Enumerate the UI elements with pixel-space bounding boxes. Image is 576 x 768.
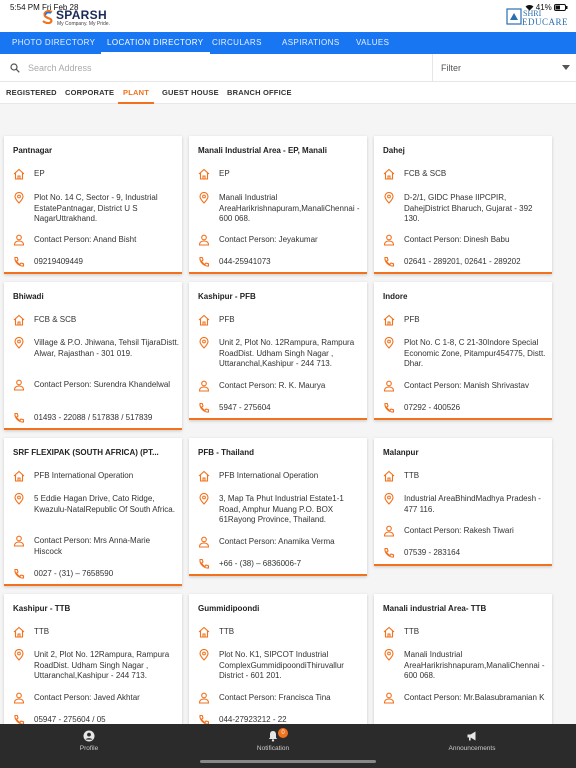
filter-label: Filter: [441, 63, 461, 73]
card-type: TTB: [404, 627, 420, 636]
status-date: Fri Feb 28: [42, 3, 79, 12]
card-type: PFB International Operation: [34, 471, 134, 480]
nav-announcements[interactable]: [427, 730, 517, 752]
tab-location-directory[interactable]: LOCATION DIRECTORY: [107, 32, 204, 54]
home-icon: [198, 314, 210, 326]
subtab-registered[interactable]: REGISTERED: [6, 88, 57, 97]
home-icon: [198, 168, 210, 180]
tab-photo-directory[interactable]: PHOTO DIRECTORY: [12, 38, 96, 47]
location-card[interactable]: [189, 136, 367, 274]
location-list[interactable]: [0, 104, 576, 724]
card-contact: Contact Person: Dinesh Babu: [404, 235, 510, 244]
location-card[interactable]: [374, 282, 552, 420]
home-icon: [383, 470, 395, 482]
card-contact: Contact Person: Jeyakumar: [219, 235, 318, 244]
card-address: 3, Map Ta Phut Industrial Estate1-1 Road, Amphur Muang P.O. BOX 61Rayong Province, Thailand.: [219, 494, 344, 524]
tab-aspirations[interactable]: ASPIRATIONS: [282, 38, 340, 47]
subtab-branch-office[interactable]: BRANCH OFFICE: [227, 88, 292, 97]
status-time: 5:54 PM: [10, 3, 40, 12]
card-phone[interactable]: 01493 - 22088 / 517838 / 517839: [34, 413, 153, 422]
card-address: Plot No. C 1-8, C 21-30Indore Special Economic Zone, Pitampur454775, Distt. Dhar.: [404, 338, 546, 368]
card-title: PFB - Thailand: [198, 448, 254, 457]
phone-icon[interactable]: [383, 547, 395, 559]
card-address: Unit 2, Plot No. 12Rampura, Rampura RoadDist. Udham Singh Nagar , Uttaranchal,Kashipur - 244 713.: [34, 650, 170, 680]
card-contact: Contact Person: Francisca Tina: [219, 693, 331, 702]
partner-name-top: SHRI: [523, 9, 542, 18]
location-pin-icon: [13, 649, 25, 661]
tab-values[interactable]: VALUES: [356, 38, 390, 47]
battery-percent: 41%: [535, 3, 552, 12]
nav-notification[interactable]: [228, 730, 318, 752]
card-title: Bhiwadi: [13, 292, 44, 301]
person-icon: [383, 525, 395, 537]
card-title: Manali Industrial Area - EP, Manali: [198, 146, 327, 155]
card-title: SRF FLEXIPAK (SOUTH AFRICA) (PT...: [13, 448, 159, 457]
card-title: Kashipur - PFB: [198, 292, 256, 301]
card-phone[interactable]: 0027 - (31) – 7658590: [34, 569, 114, 578]
phone-icon[interactable]: [383, 256, 395, 268]
location-card[interactable]: [4, 282, 182, 430]
location-card[interactable]: [189, 438, 367, 576]
card-title: Dahej: [383, 146, 405, 155]
notification-badge: 0: [278, 728, 288, 738]
location-card[interactable]: [374, 136, 552, 274]
card-title: Manali industrial Area- TTB: [383, 604, 487, 613]
home-icon: [13, 314, 25, 326]
card-type: PFB: [219, 315, 235, 324]
card-type: TTB: [219, 627, 235, 636]
card-address: Plot No. K1, SIPCOT Industrial ComplexGummidipoondiThiruvallur District - 601 201.: [219, 650, 344, 680]
phone-icon[interactable]: [13, 412, 25, 424]
card-type: PFB: [404, 315, 420, 324]
location-card[interactable]: [4, 136, 182, 274]
subtab-corporate[interactable]: CORPORATE: [65, 88, 115, 97]
card-phone[interactable]: 044-25941073: [219, 257, 271, 266]
card-address: Manali Industrial AreaHarikrishnapuram,ManaliChennai - 600 068.: [404, 650, 545, 680]
person-icon: [198, 234, 210, 246]
person-icon: [198, 380, 210, 392]
card-phone[interactable]: 05947 - 275604 / 05: [34, 715, 106, 724]
card-phone[interactable]: 09219409449: [34, 257, 83, 266]
card-phone[interactable]: +66 - (38) – 6836006-7: [219, 559, 302, 568]
phone-icon[interactable]: [383, 402, 395, 414]
phone-icon[interactable]: [13, 714, 25, 724]
subtab-plant[interactable]: PLANT: [123, 88, 149, 97]
status-bar: [0, 0, 576, 32]
card-address: Industrial AreaBhindMadhya Pradesh - 477 116.: [404, 494, 541, 514]
location-card[interactable]: [374, 438, 552, 566]
location-card[interactable]: [4, 594, 182, 724]
card-contact: Contact Person: Javed Akhtar: [34, 693, 140, 702]
location-pin-icon: [13, 192, 25, 204]
card-type: EP: [219, 169, 230, 178]
card-contact: Contact Person: Mrs Anna-Marie Hiscock: [34, 536, 151, 556]
nav-profile[interactable]: [44, 730, 134, 752]
location-pin-icon: [198, 337, 210, 349]
search-icon: [10, 63, 20, 73]
home-icon: [13, 626, 25, 638]
search-input[interactable]: [28, 58, 408, 78]
home-icon: [383, 626, 395, 638]
brand-tagline: My Company. My Pride.: [57, 21, 110, 27]
card-type: FCB & SCB: [404, 169, 447, 178]
location-pin-icon: [198, 192, 210, 204]
location-pin-icon: [383, 192, 395, 204]
phone-icon[interactable]: [13, 256, 25, 268]
sparsh-mark-icon: [42, 10, 54, 24]
location-pin-icon: [383, 337, 395, 349]
card-contact: Contact Person: Manish Shrivastav: [404, 381, 529, 390]
person-icon: [13, 379, 25, 391]
card-type: PFB International Operation: [219, 471, 319, 480]
category-tabs: [0, 82, 576, 104]
person-icon: [383, 234, 395, 246]
card-contact: Contact Person: Rakesh Tiwari: [404, 526, 514, 535]
card-phone[interactable]: 02641 - 289201, 02641 - 289202: [404, 257, 521, 266]
home-icon: [383, 314, 395, 326]
card-address: Manali Industrial AreaHarikrishnapuram,ManaliChennai - 600 068.: [219, 193, 360, 223]
brand-name: SPARSH: [56, 8, 107, 22]
person-icon: [13, 692, 25, 704]
location-card[interactable]: [4, 438, 182, 586]
card-title: Malanpur: [383, 448, 419, 457]
search-bar: [0, 54, 576, 82]
nav-profile-label: Profile: [79, 745, 99, 752]
person-icon: [13, 535, 25, 547]
phone-icon[interactable]: [198, 256, 210, 268]
nav-notification-label: Notification: [256, 745, 290, 752]
profile-icon: [83, 730, 95, 742]
partner-name-bottom: EDUCARE: [522, 17, 568, 27]
card-phone[interactable]: 044-27923212 - 22: [219, 715, 287, 724]
home-indicator[interactable]: [200, 760, 376, 763]
card-title: Pantnagar: [13, 146, 53, 155]
card-type: TTB: [34, 627, 50, 636]
phone-icon[interactable]: [13, 568, 25, 580]
phone-icon[interactable]: [198, 558, 210, 570]
top-tabs: [0, 32, 576, 54]
card-phone[interactable]: 07539 - 283164: [404, 548, 461, 557]
home-icon: [13, 470, 25, 482]
card-title: Gummidipoondi: [198, 604, 260, 613]
location-pin-icon: [198, 493, 210, 505]
person-icon: [383, 692, 395, 704]
location-pin-icon: [383, 649, 395, 661]
subtab-guest-house[interactable]: GUEST HOUSE: [162, 88, 219, 97]
card-contact: Contact Person: Anand Bisht: [34, 235, 137, 244]
card-type: EP: [34, 169, 45, 178]
home-icon: [198, 626, 210, 638]
card-contact: Contact Person: R. K. Maurya: [219, 381, 326, 390]
home-icon: [198, 470, 210, 482]
phone-icon[interactable]: [198, 402, 210, 414]
card-contact: Contact Person: Surendra Khandelwal: [34, 380, 171, 389]
card-address: Unit 2, Plot No. 12Rampura, Rampura RoadDist. Udham Singh Nagar , Uttaranchal,Kashipur - 244 713.: [219, 338, 355, 368]
home-icon: [13, 168, 25, 180]
card-phone[interactable]: 07292 - 400526: [404, 403, 461, 412]
person-icon: [198, 536, 210, 548]
card-contact: Contact Person: Mr.Balasubramanian K: [404, 693, 545, 702]
card-address: Plot No. 14 C, Sector - 9, Industrial EstatePantnagar, District U S NagarUttrakhand.: [34, 193, 158, 223]
location-pin-icon: [13, 337, 25, 349]
megaphone-icon: [466, 730, 478, 742]
nav-announcements-label: Announcements: [448, 745, 496, 752]
person-icon: [198, 692, 210, 704]
person-icon: [383, 380, 395, 392]
card-title: Kashipur - TTB: [13, 604, 71, 613]
partner-mark-icon: [506, 8, 522, 25]
card-contact: Contact Person: Anamika Verma: [219, 537, 335, 546]
phone-icon[interactable]: [198, 714, 210, 724]
card-address: D-2/1, GIDC Phase IIPCPIR, DahejDistrict Bharuch, Gujarat - 392 130.: [404, 193, 533, 223]
tab-circulars[interactable]: CIRCULARS: [212, 38, 262, 47]
card-type: TTB: [404, 471, 420, 480]
location-card[interactable]: [189, 282, 367, 420]
card-phone[interactable]: 5947 - 275604: [219, 403, 271, 412]
filter-dropdown[interactable]: [432, 54, 576, 82]
location-pin-icon: [383, 493, 395, 505]
chevron-down-icon: [562, 65, 570, 71]
home-icon: [383, 168, 395, 180]
location-pin-icon: [13, 493, 25, 505]
location-card[interactable]: [189, 594, 367, 724]
person-icon: [13, 234, 25, 246]
card-address: Village & P.O. Jhiwana, Tehsil TijaraDistt. Alwar, Rajasthan - 301 019.: [34, 338, 179, 358]
partner-logo: [506, 8, 570, 28]
card-address: 5 Eddie Hagan Drive, Cato Ridge, Kwazulu-NatalRepublic Of South Africa.: [34, 494, 175, 514]
location-card[interactable]: [374, 594, 552, 724]
card-type: FCB & SCB: [34, 315, 77, 324]
card-title: Indore: [383, 292, 408, 301]
location-pin-icon: [198, 649, 210, 661]
